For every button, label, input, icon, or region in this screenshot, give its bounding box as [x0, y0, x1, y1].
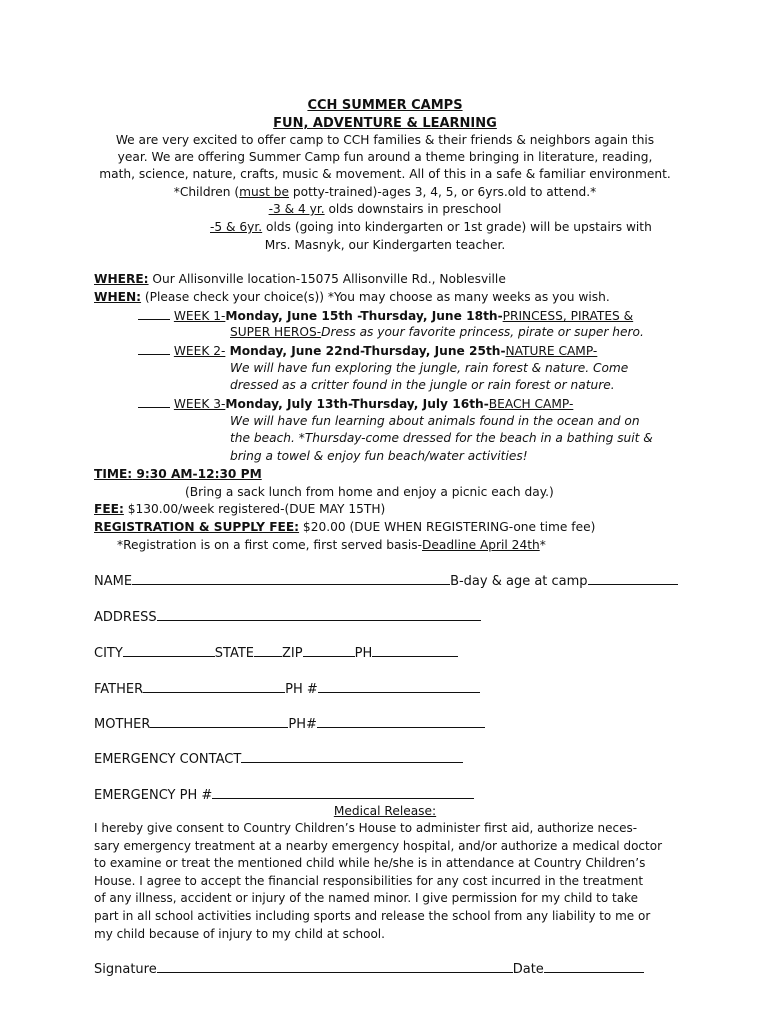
week-3-line — [138, 395, 573, 413]
registration-value: $20.00 (DUE WHEN REGISTERING-one time fee) — [299, 520, 596, 534]
emergency-contact-label: EMERGENCY CONTACT — [94, 752, 242, 767]
mother-field[interactable] — [150, 715, 288, 728]
week-3-checkbox-blank[interactable] — [138, 395, 170, 408]
intro-line-1: We are very excited to offer camp to CCH families & their friends & neighbors again this — [115, 133, 655, 147]
city-label: CITY — [94, 646, 123, 661]
week-3-dates: Monday, July 13th-Thursday, July 16th- — [225, 397, 489, 411]
where-label: WHERE: — [94, 272, 149, 286]
week-1-theme: PRINCESS, PIRATES & — [502, 309, 634, 323]
week-2-line — [138, 342, 597, 360]
page-subtitle: FUN, ADVENTURE & LEARNING — [273, 116, 497, 131]
ages-3-4-note — [0, 201, 770, 218]
emergency-contact-field[interactable] — [241, 750, 463, 763]
emergency-ph-field[interactable] — [212, 786, 474, 799]
deadline-text: Deadline April 24th — [422, 538, 540, 552]
week-2-theme: NATURE CAMP- — [505, 344, 598, 358]
where-text: Our Allisonville location-15075 Allisonville Rd., Noblesville — [148, 272, 506, 286]
time-label: TIME: — [94, 467, 133, 481]
week-3-theme: BEACH CAMP- — [488, 397, 574, 411]
date-label: Date — [512, 962, 544, 977]
basis-post: * — [539, 538, 546, 552]
father-row — [94, 680, 480, 698]
children-must: must be — [239, 185, 289, 199]
week-2-dates: Monday, June 22nd-Thursday, June 25th- — [225, 344, 506, 358]
children-post: potty-trained)-ages 3, 4, 5, or 6yrs.old to attend.* — [289, 185, 597, 199]
mother-label: MOTHER — [94, 717, 151, 732]
date-field[interactable] — [544, 960, 644, 973]
children-requirement — [0, 184, 770, 201]
lunch-note: (Bring a sack lunch from home and enjoy a picnic each day.) — [185, 485, 554, 499]
medical-line-5: of any illness, accident or injury of the named minor. I give permission for my child to take — [94, 891, 638, 906]
week-1-theme-2: SUPER HEROS- — [230, 325, 322, 339]
fee-post: ) — [380, 502, 386, 516]
week-1-dates: Monday, June 15th -Thursday, June 18th- — [225, 309, 503, 323]
fee-line — [94, 501, 385, 518]
state-field[interactable] — [254, 644, 282, 657]
medical-line-2: sary emergency treatment at a nearby emergency hospital, and/or authorize a medical doctor — [94, 838, 662, 853]
week-2-desc-1: We will have fun exploring the jungle, rain forest & nature. Come — [230, 361, 629, 375]
week-1-label: WEEK 1- — [173, 309, 226, 323]
when-line — [94, 289, 610, 306]
when-text: (Please check your choice(s)) *You may choose as many weeks as you wish. — [141, 290, 610, 304]
medical-line-1: I hereby give consent to Country Children’s House to administer first aid, authorize neces- — [94, 821, 638, 835]
intro-line-3: math, science, nature, crafts, music & movement. All of this in a safe & familiar environment. — [99, 167, 671, 181]
time-value: 9:30 AM-12:30 PM — [132, 467, 262, 481]
ph-field[interactable] — [372, 644, 458, 657]
emergency-ph-label: EMERGENCY PH # — [94, 788, 213, 803]
week-3-desc-1: We will have fun learning about animals found in the ocean and on — [230, 414, 640, 428]
time-line — [94, 466, 262, 483]
father-label: FATHER — [94, 682, 144, 697]
medical-release-text — [94, 820, 669, 943]
week-1-checkbox-blank[interactable] — [138, 307, 170, 320]
zip-field[interactable] — [303, 644, 355, 657]
ages-3-4-label: -3 & 4 yr. — [268, 202, 325, 216]
ages-5-6-label: -5 & 6yr. — [210, 220, 263, 234]
when-label: WHEN: — [94, 290, 142, 304]
ages-3-4-text: olds downstairs in preschool — [324, 202, 502, 216]
mother-row — [94, 715, 485, 733]
medical-release-title: Medical Release: — [333, 804, 437, 818]
emergency-ph-row — [94, 786, 474, 804]
state-label: STATE — [214, 646, 255, 661]
week-1-line — [138, 307, 633, 325]
week-2-desc-2: dressed as a critter found in the jungle or rain forest or nature. — [230, 378, 615, 392]
father-ph-label: PH # — [285, 682, 318, 697]
signature-field[interactable] — [157, 960, 513, 973]
zip-label: ZIP — [282, 646, 303, 661]
week-1-desc: Dress as your favorite princess, pirate or super hero. — [321, 325, 644, 339]
bday-age-field[interactable] — [588, 572, 678, 585]
week-3-label: WEEK 3- — [173, 397, 226, 411]
medical-line-6: part in all school activities including sports and release the school from any liability to me or — [94, 908, 651, 923]
name-field[interactable] — [132, 572, 450, 585]
fee-label: FEE: — [94, 502, 124, 516]
name-row — [94, 572, 678, 590]
signature-row — [94, 960, 644, 978]
father-ph-field[interactable] — [318, 680, 480, 693]
emergency-contact-row — [94, 750, 463, 768]
name-label: NAME — [94, 574, 133, 589]
week-2-label: WEEK 2- — [173, 344, 226, 358]
address-field[interactable] — [157, 608, 481, 621]
mother-ph-field[interactable] — [317, 715, 485, 728]
week-3-desc-2: the beach. *Thursday-come dressed for the beach in a bathing suit & — [230, 431, 653, 445]
ages-5-6-text: olds (going into kindergarten or 1st grade) will be upstairs with — [262, 220, 652, 234]
registration-label: REGISTRATION & SUPPLY FEE: — [94, 520, 300, 534]
fee-text: $130.00/week registered-( — [123, 502, 290, 516]
mother-ph-label: PH# — [288, 717, 317, 732]
children-pre: *Children ( — [173, 185, 240, 199]
fee-due: DUE MAY 15TH — [289, 502, 381, 516]
week-3-desc-3: bring a towel & enjoy fun beach/water activities! — [230, 449, 528, 463]
medical-line-7: my child because of injury to my child at school. — [94, 926, 385, 941]
medical-line-3: to examine or treat the mentioned child while he/she is in attendance at Country Children’s — [94, 856, 646, 871]
week-2-checkbox-blank[interactable] — [138, 342, 170, 355]
basis-text: *Registration is on a first come, first served basis- — [117, 538, 422, 552]
city-field[interactable] — [123, 644, 215, 657]
teacher-note: Mrs. Masnyk, our Kindergarten teacher. — [264, 238, 506, 252]
page-title: CCH SUMMER CAMPS — [307, 98, 463, 113]
city-row — [94, 644, 458, 662]
ages-5-6-note — [210, 219, 652, 236]
registration-basis — [117, 537, 546, 554]
bday-label: B-day & age at camp — [450, 574, 588, 589]
father-field[interactable] — [143, 680, 285, 693]
registration-fee-line — [94, 519, 595, 536]
signature-label: Signature — [94, 962, 157, 977]
medical-line-4: House. I agree to accept the financial responsibilities for any cost incurred in the treatment — [94, 873, 644, 888]
address-row — [94, 608, 481, 626]
address-label: ADDRESS — [94, 610, 157, 625]
where-line — [94, 271, 506, 288]
ph-label: PH — [354, 646, 373, 661]
week-1-line-2 — [230, 324, 644, 341]
intro-line-2: year. We are offering Summer Camp fun around a theme bringing in literature, reading, — [117, 150, 653, 164]
